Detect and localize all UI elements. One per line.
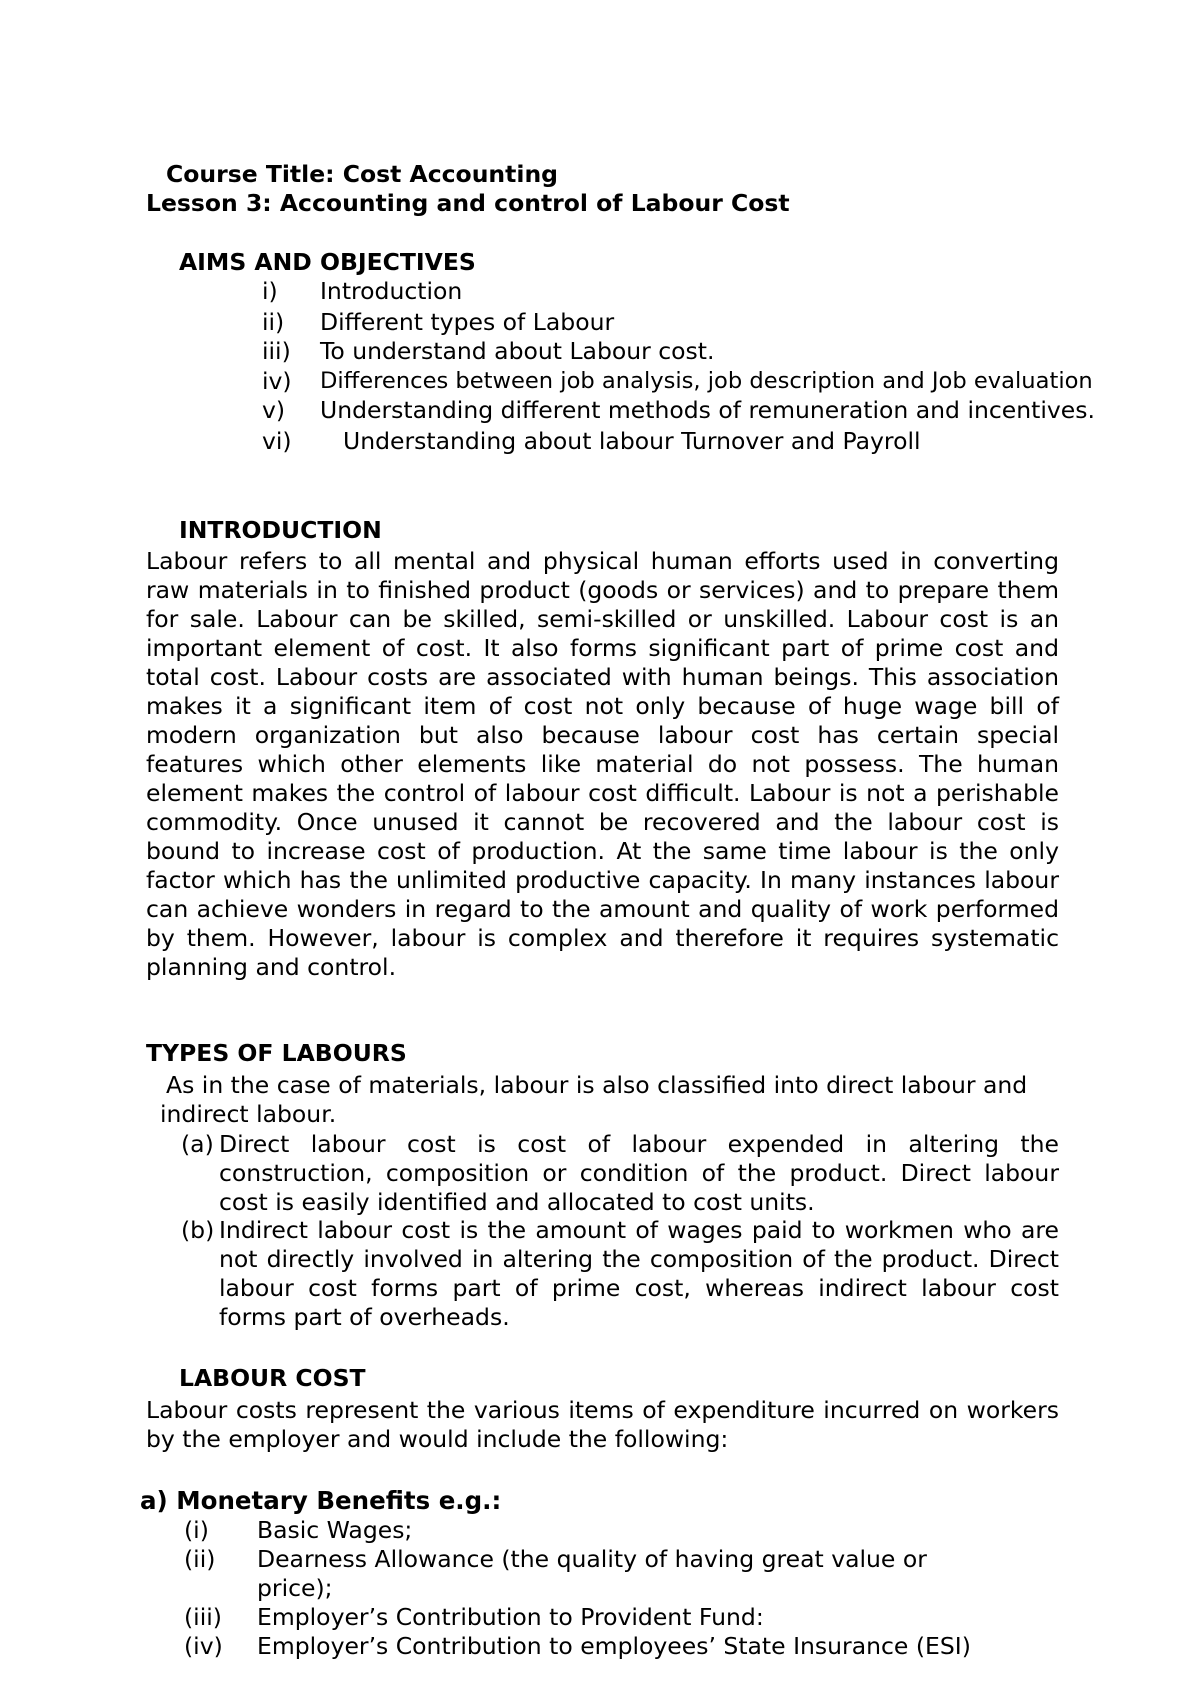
aims-item-number: iv) xyxy=(262,367,292,395)
labour-cost-heading: LABOUR COST xyxy=(179,1364,366,1392)
types-heading: TYPES OF LABOURS xyxy=(146,1039,407,1067)
types-item-text: Indirect labour cost is the amount of wages paid to workmen who are not directly involved in altering the composition of the product. Direct labour cost forms part of prime cost, whereas indirect labour cost forms part of overheads. xyxy=(219,1216,1059,1331)
aims-item-text: Understanding different methods of remuneration and incentives. xyxy=(320,396,1095,424)
introduction-paragraph: Labour refers to all mental and physical human efforts used in converting raw materials in to finished product (goods or services) and to prepare them for sale. Labour can be skilled, semi-skilled or unskilled. Labour cost is an important element of cost. It also forms significant part of prime cost and total cost. Labour costs are associated with human beings. This association makes it a significant item of cost not only because of huge wage bill of modern organization but also because labour cost has certain special features which other elements like material do not possess. The human element makes the control of labour cost difficult. Labour is not a perishable commodity. Once unused it cannot be recovered and the labour cost is bound to increase cost of production. At the same time labour is the only factor which has the unlimited productive capacity. In many instances labour can achieve wonders in regard to the amount and quality of work performed by them. However, labour is complex and therefore it requires systematic planning and control. xyxy=(146,547,1059,981)
monetary-item-text: Employer’s Contribution to employees’ State Insurance (ESI) xyxy=(257,1632,971,1660)
aims-item-text: Introduction xyxy=(320,277,463,305)
lesson-title: Lesson 3: Accounting and control of Labour Cost xyxy=(146,189,790,217)
aims-item-number: i) xyxy=(262,277,278,305)
course-title: Course Title: Cost Accounting xyxy=(166,160,558,188)
aims-item-number: iii) xyxy=(262,337,291,365)
aims-item-text: To understand about Labour cost. xyxy=(320,337,715,365)
introduction-heading: INTRODUCTION xyxy=(179,516,382,544)
types-item-label: (b) xyxy=(181,1216,215,1244)
aims-item-number: ii) xyxy=(262,308,285,336)
types-intro-paragraph: As in the case of materials, labour is also classified into direct labour and indirect labour. xyxy=(160,1071,1028,1128)
monetary-item-text: Employer’s Contribution to Provident Fund: xyxy=(257,1603,764,1631)
monetary-item-number: (iv) xyxy=(184,1632,223,1660)
aims-item-number: v) xyxy=(262,396,286,424)
monetary-item-number: (i) xyxy=(184,1516,209,1544)
aims-item-text: Understanding about labour Turnover and Payroll xyxy=(343,427,921,455)
types-item-label: (a) xyxy=(181,1130,214,1158)
monetary-benefits-heading: a) Monetary Benefits e.g.: xyxy=(140,1486,502,1515)
types-list-item xyxy=(181,1130,1059,1217)
monetary-item-number: (iii) xyxy=(184,1603,222,1631)
monetary-item-text: Basic Wages; xyxy=(257,1516,413,1544)
aims-item-text: Differences between job analysis, job description and Job evaluation xyxy=(320,368,1093,394)
types-list-item xyxy=(181,1216,1059,1332)
types-item-text: Direct labour cost is cost of labour expended in altering the construction, composition or condition of the product. Direct labour cost is easily identified and allocated to cost units. xyxy=(219,1130,1059,1216)
aims-item-text: Different types of Labour xyxy=(320,308,615,336)
aims-heading: AIMS AND OBJECTIVES xyxy=(179,248,476,276)
labour-cost-paragraph: Labour costs represent the various items of expenditure incurred on workers by the employer and would include the following: xyxy=(146,1396,1059,1453)
monetary-item-number: (ii) xyxy=(184,1545,216,1573)
aims-item-number: vi) xyxy=(262,427,292,455)
monetary-item-text: Dearness Allowance (the quality of having great value or price); xyxy=(257,1545,927,1602)
